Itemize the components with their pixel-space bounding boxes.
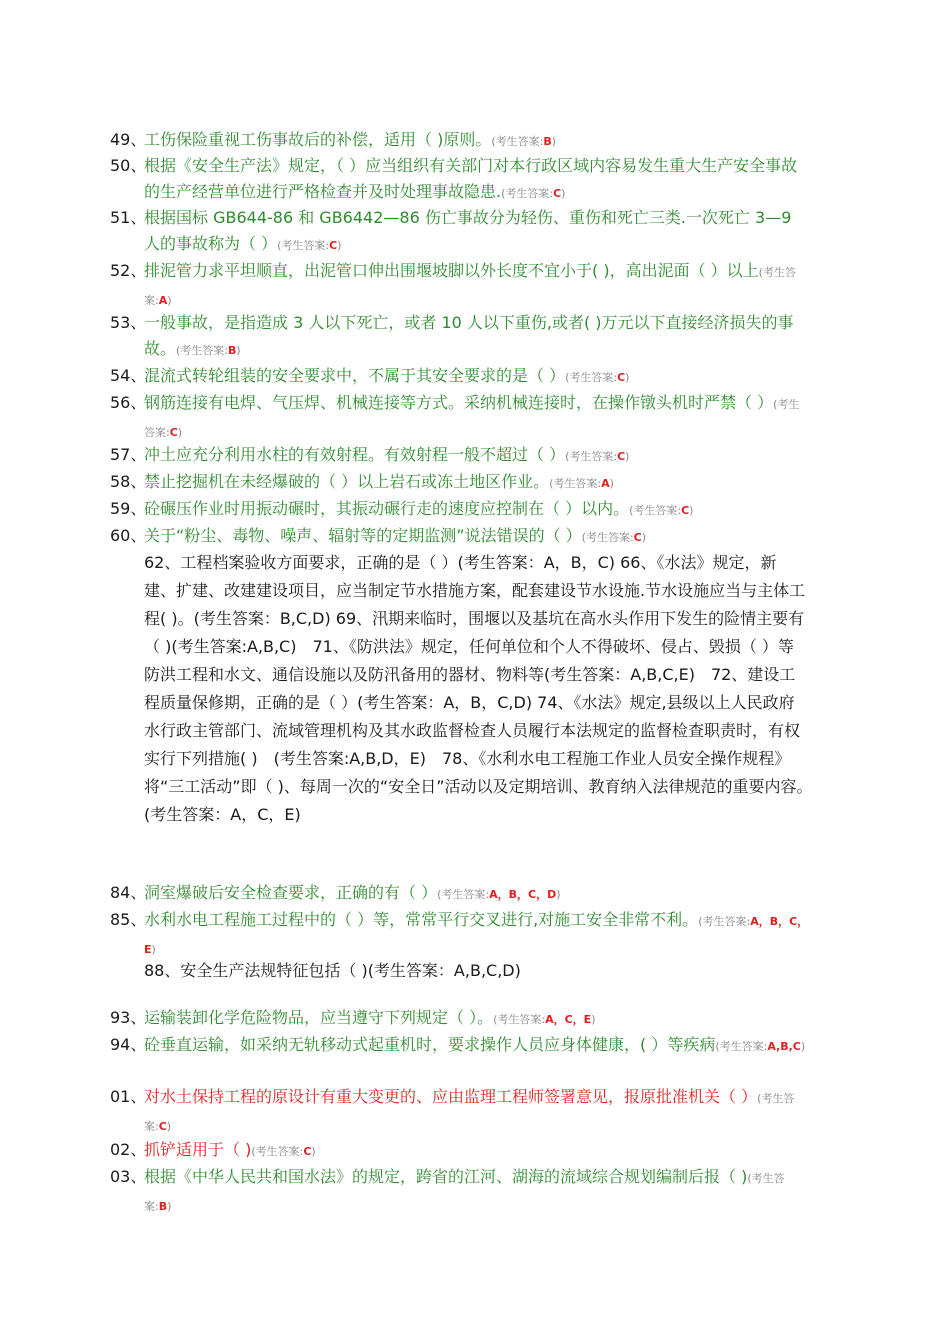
answer-value: A，B，C，E — [144, 915, 809, 956]
question-text: 根据国标 GB644-86 和 GB6442—86 伤亡事故分为轻伤、重伤和死亡三类.一次死亡 3—9 人的事故称为（ ） — [144, 208, 792, 253]
answer-label: (考生答案: — [549, 477, 602, 490]
question-number: 93、 — [110, 1008, 147, 1027]
question-text: 混流式转轮组装的安全要求中，不属于其安全要求的是（ ） — [144, 366, 566, 385]
answer-value: A — [158, 294, 168, 307]
question-text: 水利水电工程施工过程中的（ ）等，常常平行交叉进行,对施工安全非常不利。 — [144, 910, 699, 929]
question-number: 94、 — [110, 1035, 147, 1054]
question-text: 钢筋连接有电焊、气压焊、机械连接等方式。采纳机械连接时，在操作镦头机时严禁（ ） — [144, 393, 774, 412]
question-85: 85、 水利水电工程施工过程中的（ ）等，常常平行交叉进行,对施工安全非常不利。(考生答案:A，B，C，E) — [110, 907, 810, 963]
question-text: 洞室爆破后安全检查要求，正确的有（ ） — [144, 883, 438, 902]
question-93: 93、 运输装卸化学危险物品，应当遵守下列规定（ ）。(考生答案:A，C，E) — [110, 1005, 810, 1033]
question-number: 56、 — [110, 393, 147, 412]
question-58: 58、 禁止挖掘机在未经爆破的（ ）以上岩石或冻土地区作业。(考生答案:A) — [110, 469, 810, 497]
answer-label: (考生答案: — [144, 1092, 795, 1133]
answer-value: C — [617, 450, 626, 463]
question-49: 49、 工伤保险重视工伤事故后的补偿，适用（ )原则。(考生答案:B) — [110, 127, 810, 155]
question-text: 禁止挖掘机在未经爆破的（ ）以上岩石或冻土地区作业。 — [144, 472, 550, 491]
question-number: 54、 — [110, 366, 147, 385]
question-text: 工伤保险重视工伤事故后的补偿，适用（ )原则。 — [144, 130, 492, 149]
answer-value: C — [303, 1145, 312, 1158]
answer-label: (考生答案: — [565, 371, 618, 384]
answer-label: (考生答案: — [565, 450, 618, 463]
answer-label: (考生答案: — [251, 1145, 304, 1158]
answer-label: (考生答案: — [144, 266, 796, 307]
question-94: 94、 砼垂直运输，如采纳无轨移动式起重机时，要求操作人员应身体健康，( ）等疾病(考生答案:A,B,C) — [110, 1032, 810, 1060]
answer-value: A，B，C，D — [489, 888, 557, 901]
question-02: 02、 抓铲适用于（ )(考生答案:C) — [110, 1137, 810, 1165]
question-number: 58、 — [110, 472, 147, 491]
answer-value: C — [329, 239, 338, 252]
question-number: 03、 — [110, 1167, 147, 1186]
question-number: 57、 — [110, 445, 147, 464]
answer-label: (考生答案: — [698, 915, 751, 928]
question-52: 52、 排泥管力求平坦顺直，出泥管口伸出围堰坡脚以外长度不宜小于( )，高出泥面（ ）以上(考生答案:A) — [110, 258, 810, 314]
question-88-paragraph: 88、安全生产法规特征包括（ )(考生答案：A,B,C,D) — [144, 961, 521, 980]
answer-label: (考生答案: — [144, 398, 800, 439]
answer-value: A，C，E — [545, 1013, 592, 1026]
answer-value: B — [158, 1200, 168, 1213]
answer-value: B — [543, 135, 552, 148]
answer-label: (考生答案: — [715, 1040, 768, 1053]
answer-value: C — [169, 426, 178, 439]
question-84: 84、 洞室爆破后安全检查要求，正确的有（ ）(考生答案:A，B，C，D) — [110, 880, 810, 908]
question-text: 排泥管力求平坦顺直，出泥管口伸出围堰坡脚以外长度不宜小于( )，高出泥面（ ）以上 — [144, 261, 759, 280]
answer-label: (考生答案: — [176, 344, 229, 357]
question-51: 51、 根据国标 GB644-86 和 GB6442—86 伤亡事故分为轻伤、重伤和死亡三类.一次死亡 3—9 人的事故称为（ ）(考生答案:C) — [110, 205, 810, 259]
answer-label: (考生答案: — [501, 187, 554, 200]
question-text: 冲土应充分利用水柱的有效射程。有效射程一般不超过（ ） — [144, 445, 566, 464]
answer-value: C — [633, 531, 642, 544]
question-text: 关于“粉尘、毒物、噪声、辐射等的定期监测”说法错误的（ ） — [144, 526, 582, 545]
question-59: 59、 砼碾压作业时用振动碾时，其振动碾行走的速度应控制在（ ）以内。(考生答案:C) — [110, 496, 810, 524]
answer-label: (考生答案: — [581, 531, 634, 544]
question-03: 03、 根据《中华人民共和国水法》的规定，跨省的江河、湖海的流域综合规划编制后报（ )(考生答案:B) — [110, 1164, 810, 1220]
answer-value: C — [553, 187, 562, 200]
question-60: 60、 关于“粉尘、毒物、噪声、辐射等的定期监测”说法错误的（ ）(考生答案:C) — [110, 523, 810, 551]
question-number: 50、 — [110, 156, 147, 175]
question-number: 52、 — [110, 261, 147, 280]
question-50: 50、 根据《安全生产法》规定，（ ）应当组织有关部门对本行政区域内容易发生重大生产安全事故的生产经营单位进行严格检查并及时处理事故隐患.(考生答案:C) — [110, 153, 810, 207]
question-number: 01、 — [110, 1087, 147, 1106]
answer-label: (考生答案: — [629, 504, 682, 517]
question-number: 49、 — [110, 130, 147, 149]
answer-value: A,B,C — [767, 1040, 801, 1053]
question-number: 85、 — [110, 910, 147, 929]
question-number: 51、 — [110, 208, 147, 227]
question-text: 根据《安全生产法》规定，（ ）应当组织有关部门对本行政区域内容易发生重大生产安全事故的生产经营单位进行严格检查并及时处理事故隐患. — [144, 156, 798, 201]
question-text: 抓铲适用于（ ) — [144, 1140, 252, 1159]
question-text: 对水土保持工程的原设计有重大变更的、应由监理工程师签署意见，报原批准机关（ ） — [144, 1087, 758, 1106]
question-number: 53、 — [110, 313, 147, 332]
question-56: 56、 钢筋连接有电焊、气压焊、机械连接等方式。采纳机械连接时，在操作镦头机时严禁（ ）(考生答案:C) — [110, 390, 810, 446]
answer-label: (考生答案: — [493, 1013, 546, 1026]
question-number: 60、 — [110, 526, 147, 545]
question-53: 53、 一般事故，是指造成 3 人以下死亡，或者 10 人以下重伤,或者( )万元以下直接经济损失的事故。(考生答案:B) — [110, 310, 810, 364]
answer-label: (考生答案: — [491, 135, 544, 148]
question-01: 01、 对水土保持工程的原设计有重大变更的、应由监理工程师签署意见，报原批准机关（ ）(考生答案:C) — [110, 1084, 810, 1140]
question-text: 根据《中华人民共和国水法》的规定，跨省的江河、湖海的流域综合规划编制后报（ ) — [144, 1167, 748, 1186]
answer-value: C — [681, 504, 690, 517]
answer-value: C — [158, 1120, 167, 1133]
question-number: 84、 — [110, 883, 147, 902]
answer-label: (考生答案: — [277, 239, 330, 252]
question-number: 02、 — [110, 1140, 147, 1159]
answer-value: A — [601, 477, 610, 490]
question-number: 59、 — [110, 499, 147, 518]
question-54: 54、 混流式转轮组装的安全要求中，不属于其安全要求的是（ ）(考生答案:C) — [110, 363, 810, 391]
question-text: 砼垂直运输，如采纳无轨移动式起重机时，要求操作人员应身体健康，( ）等疾病 — [144, 1035, 716, 1054]
question-text: 运输装卸化学危险物品，应当遵守下列规定（ ）。 — [144, 1008, 494, 1027]
question-57: 57、 冲土应充分利用水柱的有效射程。有效射程一般不超过（ ）(考生答案:C) — [110, 442, 810, 470]
answer-value: B — [228, 344, 237, 357]
answer-label: (考生答案: — [144, 1172, 785, 1213]
merged-questions-paragraph: 62、工程档案验收方面要求，正确的是（ ）(考生答案：A，B，C) 66、《水法》规定，新建、扩建、改建建设项目，应当制定节水措施方案，配套建设节水设施.节水设施应当与主体工程( )。(考生答案：B,C,D) 69、汛期来临时，围堰以及基坑在高水头作用下发生的险情主要有（ )(考生答案:A,B,C) 71、《防洪法》规定，任何单位和个人不得破坏、侵占、毁损（ ）等防洪工程和水文、通信设施以及防汛备用的器材、物料等(考生答案：A,B,C,E) 72、建设工程质量保修期，正确的是（ ）(考生答案：A，B，C,D) 74、《水法》规定,县级以上人民政府水行政主管部门、流域管理机构及其水政监督检查人员履行本法规定的监督检查职责时，有权实行下列措施( ) (考生答案:A,B,D，E) 78、《水利水电工程施工作业人员安全操作规程》将“三工活动”即（ )、每周一次的“安全日”活动以及定期培训、教育纳入法律规范的重要内容。 (考生答案：A，C，E) — [144, 553, 821, 824]
answer-value: C — [617, 371, 626, 384]
question-text: 一般事故，是指造成 3 人以下死亡，或者 10 人以下重伤,或者( )万元以下直接经济损失的事故。 — [144, 313, 794, 358]
question-text: 砼碾压作业时用振动碾时，其振动碾行走的速度应控制在（ ）以内。 — [144, 499, 630, 518]
answer-label: (考生答案: — [437, 888, 490, 901]
